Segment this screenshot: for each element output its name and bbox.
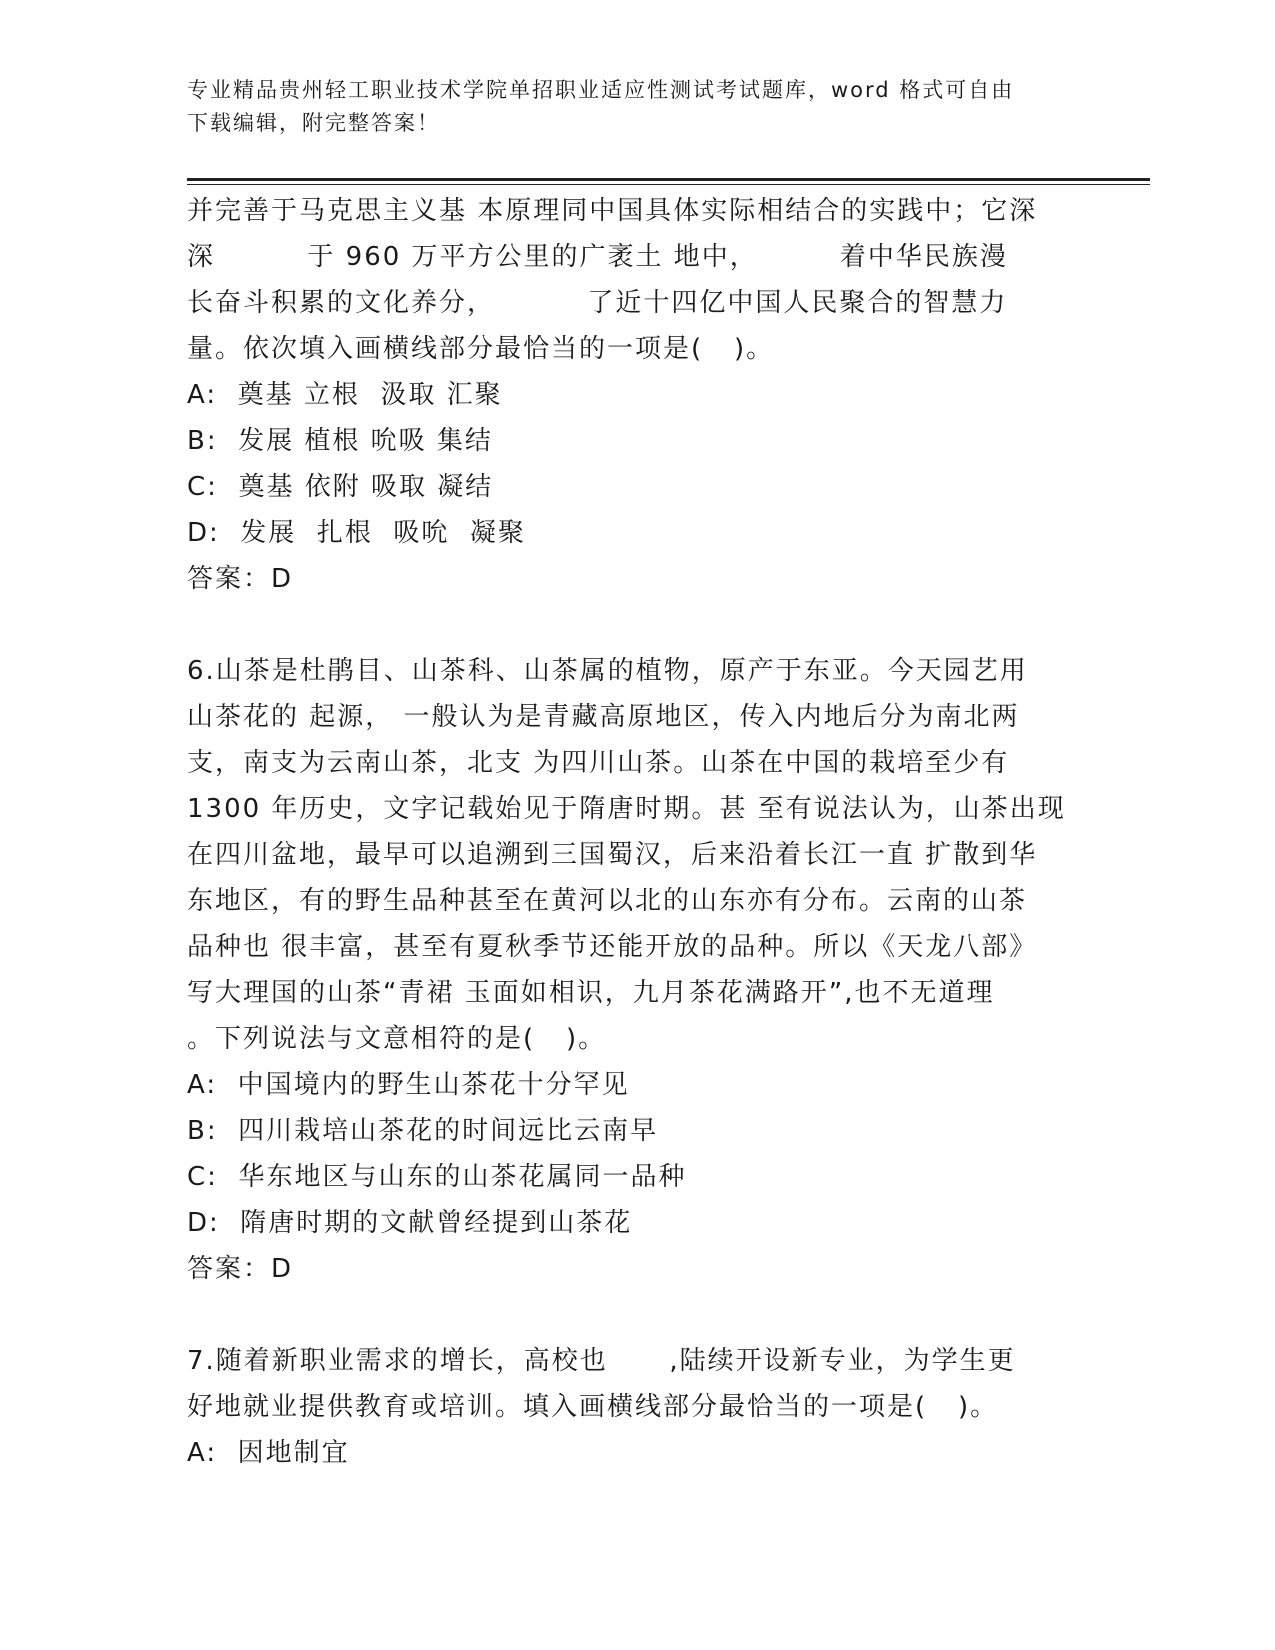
question-7 bbox=[187, 1338, 1087, 1476]
question-text-line: 深 于 960 万平方公里的广袤土 地中， 着中华民族漫 bbox=[187, 242, 1008, 272]
question-text-line: 山茶花的 起源， 一般认为是青藏高原地区，传入内地后分为南北两 bbox=[187, 702, 1020, 732]
option-c: C: 华东地区与山东的山茶花属同一品种 bbox=[187, 1162, 687, 1192]
question-text-line: 品种也 很丰富，甚至有夏秋季节还能开放的品种。所以《天龙八部》 bbox=[187, 932, 1038, 962]
question-text-line: 好地就业提供教育或培训。填入画横线部分最恰当的一项是( )。 bbox=[187, 1392, 999, 1422]
spacer bbox=[187, 602, 1087, 648]
question-text-line: 东地区，有的野生品种甚至在黄河以北的山东亦有分布。云南的山茶 bbox=[187, 886, 1028, 916]
option-b: B: 发展 植根 吮吸 集结 bbox=[187, 426, 493, 456]
option-d: D: 发展 扎根 吸吮 凝聚 bbox=[187, 518, 526, 548]
spacer bbox=[187, 1292, 1087, 1338]
question-text-line: 长奋斗积累的文化养分， 了近十四亿中国人民聚合的智慧力 bbox=[187, 288, 1008, 318]
header-line-2: 下载编辑，附完整答案！ bbox=[187, 111, 440, 135]
option-a: A: 奠基 立根 汲取 汇聚 bbox=[187, 380, 503, 410]
question-text-line: 量。依次填入画横线部分最恰当的一项是( )。 bbox=[187, 334, 775, 364]
question-text-line: 。下列说法与文意相符的是( )。 bbox=[187, 1024, 607, 1054]
option-a: A: 中国境内的野生山茶花十分罕见 bbox=[187, 1070, 630, 1100]
question-text-line: 支，南支为云南山茶，北支 为四川山茶。山茶在中国的栽培至少有 bbox=[187, 748, 1010, 778]
question-text-line: 1300 年历史，文字记载始见于隋唐时期。甚 至有说法认为，山茶出现 bbox=[187, 794, 1066, 824]
option-b: B: 四川栽培山茶花的时间远比云南早 bbox=[187, 1116, 659, 1146]
question-text-line: 并完善于马克思主义基 本原理同中国具体实际相结合的实践中；它深 bbox=[187, 196, 1038, 226]
question-text-line: 写大理国的山茶“青裙 玉面如相识，九月茶花满路开”,也不无道理 bbox=[187, 978, 995, 1008]
option-a: A: 因地制宜 bbox=[187, 1438, 350, 1468]
option-c: C: 奠基 依附 吸取 凝结 bbox=[187, 472, 494, 502]
question-6 bbox=[187, 648, 1087, 1292]
page-header bbox=[187, 74, 1067, 140]
question-text-line: 6.山茶是杜鹃目、山茶科、山茶属的植物，原产于东亚。今天园艺用 bbox=[187, 656, 1028, 686]
question-text-line: 在四川盆地，最早可以追溯到三国蜀汉，后来沿着长江一直 扩散到华 bbox=[187, 840, 1038, 870]
header-line-1: 专业精品贵州轻工职业技术学院单招职业适应性测试考试题库，word 格式可自由 bbox=[187, 78, 1015, 102]
header-rule-thin bbox=[187, 184, 1150, 185]
question-5 bbox=[187, 188, 1087, 602]
header-rule-thick bbox=[187, 178, 1150, 181]
answer-line: 答案：D bbox=[187, 1254, 294, 1284]
option-d: D: 隋唐时期的文献曾经提到山茶花 bbox=[187, 1208, 633, 1238]
question-text-line: 7.随着新职业需求的增长，高校也 ,陆续开设新专业，为学生更 bbox=[187, 1346, 1016, 1376]
answer-line: 答案：D bbox=[187, 564, 294, 594]
document-body bbox=[187, 188, 1087, 1476]
